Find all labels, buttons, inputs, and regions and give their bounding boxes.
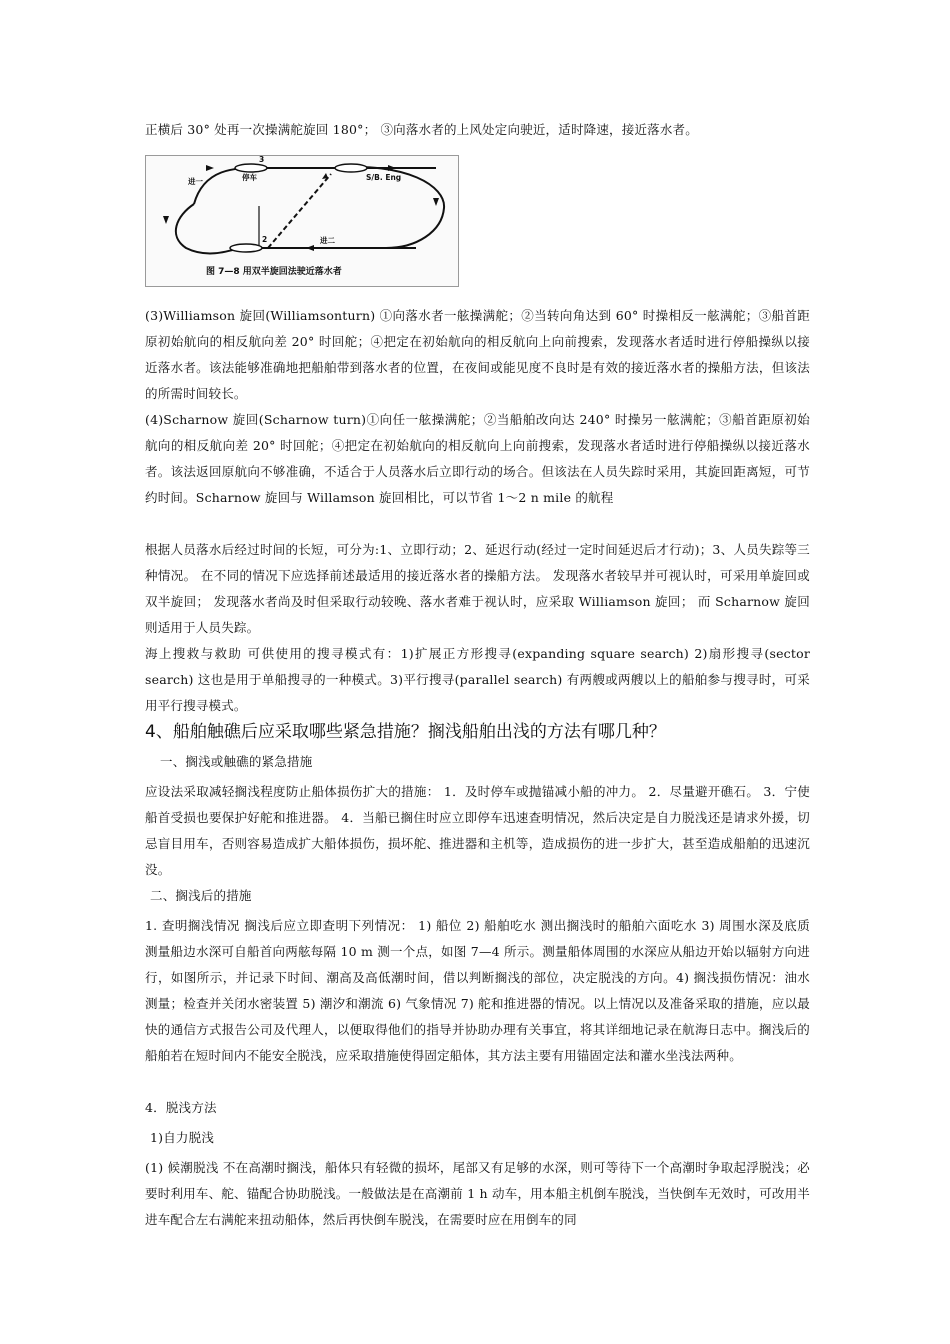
section-heading-4: 4、船舶触礁后应采取哪些紧急措施？搁浅船舶出浅的方法有哪几种？ (145, 722, 666, 742)
label-stop: 停车 (242, 173, 257, 182)
paragraph-after-grounding: 1. 查明搁浅情况 搁浅后应立即查明下列情况： 1) 船位 2) 船舶吃水 测出搁浅时的船舶六面吃水 3) 周围水深及底质 测量船边水深可自船首向两舷每隔 10 m 测一个点，如图 7—4 所示。测量船体周围的水深应从船边开始以辐射方向进行，如图所示，并记录下时间、潮高及高低潮时间，借以判断搁浅的部位，决定脱浅的方向。4) 搁浅损伤情况：油水测量；检查并关闭水密装置 5) 潮汐和潮流 6) 气象情况 7) 舵和推进器的情况。以上情况以及准备采取的措施，应以最快的通信方式报告公司及代理人，以便取得他们的指导并协助办理有关事宜，将其详细地记录在航海日志中。搁浅后的船舶若在短时间内不能安全脱浅，应采取措施使得固定船体，其方法主要有用锚固定法和灌水坐浅法两种。 (145, 918, 810, 1063)
arrow-right-icon (433, 198, 439, 206)
paragraph-situations: 根据人员落水后经过时间的长短，可分为:1、立即行动；2、延迟行动(经过一定时间延迟后才行动)；3、人员失踪等三种情况。 在不同的情况下应选择前述最适用的接近落水者的操船方法。 发现落水者较早并可视认时，可采用单旋回或双半旋回； 发现落水者尚及时但采取行动较晚、落水者难于视认时，应采取 Williamson 旋回； 而 Scharnow 旋回则适用于人员失踪。 (145, 542, 810, 635)
subheading-self-refloat: 1)自力脱浅 (150, 1130, 215, 1145)
label-eng: S/B. Eng (366, 173, 402, 182)
paragraph-search-patterns: 海上搜救与救助 可供使用的搜寻模式有：1)扩展正方形搜寻(expanding square search) 2)扇形搜寻(sector search) 这也是用于单船搜寻的一种模式。3)平行搜寻(parallel search) 有两艘或两艘以上的船舶参与搜寻时，可采用平行搜寻模式。 (145, 646, 810, 713)
arrow-left-icon (163, 216, 169, 224)
figure-double-half-turn (145, 155, 459, 287)
paragraph-emergency-measures: 应设法采取减轻搁浅程度防止船体损伤扩大的措施： 1．及时停车或抛锚减小船的冲力。 2．尽量避开礁石。 3．宁使船首受损也要保护好舵和推进器。 4．当船已搁住时应立即停车迅速查明情况，然后决定是自力脱浅还是请求外援，切忌盲目用车，否则容易造成扩大船体损伤，损坏舵、推进器和主机等，造成损伤的进一步扩大，甚至造成船舶的迅速沉没。 (145, 784, 810, 877)
label-leg1: 进一 (188, 177, 203, 186)
arrow-top-icon (206, 165, 214, 171)
ship-engine-icon (335, 164, 367, 172)
label-num-3: 3 (259, 156, 265, 164)
label-num-2: 2 (262, 235, 268, 244)
maneuver-diagram (146, 156, 458, 286)
ship-start-icon (230, 244, 262, 252)
arrow-dashed-icon (322, 173, 328, 179)
subheading-after-grounding: 二、搁浅后的措施 (150, 888, 252, 903)
subheading-refloat-methods: 4．脱浅方法 (145, 1100, 217, 1115)
label-leg2: 进二 (320, 236, 335, 245)
subheading-emergency: 一、搁浅或触礁的紧急措施 (160, 754, 313, 769)
track-left-loop (176, 204, 240, 253)
paragraph-scharnow: (4)Scharnow 旋回(Scharnow turn)①向任一舷操满舵；②当船舶改向达 240° 时操另一舷满舵；③船首距原初始航向的相反航向差 20° 时回舵；④把定在初始航向的相反航向上向前搜索，发现落水者适时进行停船操纵以接近落水者。该法返回原航向不够准确，不适合于人员落水后立即行动的场合。但该法在人员失踪时采用，其旋回距离短，可节约时间。Scharnow 旋回与 Willamson 旋回相比，可以节省 1～2 n mile 的航程 (145, 412, 810, 505)
figure-caption: 图 7—8 用双半旋回法驶近落水者 (206, 267, 342, 277)
ship-stop-icon (235, 164, 267, 172)
paragraph-williamson: (3)Williamson 旋回(Williamsonturn) ①向落水者一舷操满舵；②当转向角达到 60° 时操相反一舷满舵；③船首距原初始航向的相反航向差 20° 时回舵；④把定在初始航向的相反航向上向前搜索，发现落水者适时进行停船操纵以接近落水者。该法能够准确地把船舶带到落水者的位置，在夜间或能见度不良时是有效的接近落水者的操船方法，但该法的所需时间较长。 (145, 308, 810, 401)
paragraph-tide-refloat: (1) 候潮脱浅 不在高潮时搁浅，船体只有轻微的损坏，尾部又有足够的水深，则可等待下一个高潮时争取起浮脱浅；必要时利用车、舵、锚配合协助脱浅。一般做法是在高潮前 1 h 动车，用本船主机倒车脱浅，当快倒车无效时，可改用半进车配合左右满舵来扭动船体，然后再快倒车脱浅，在需要时应在用倒车的同 (145, 1160, 810, 1227)
paragraph-double-half-turn-end: 正横后 30° 处再一次操满舵旋回 180°； ③向落水者的上风处定向驶近，适时降速，接近落水者。 (145, 122, 698, 137)
arrow-bottom-icon (306, 245, 314, 251)
